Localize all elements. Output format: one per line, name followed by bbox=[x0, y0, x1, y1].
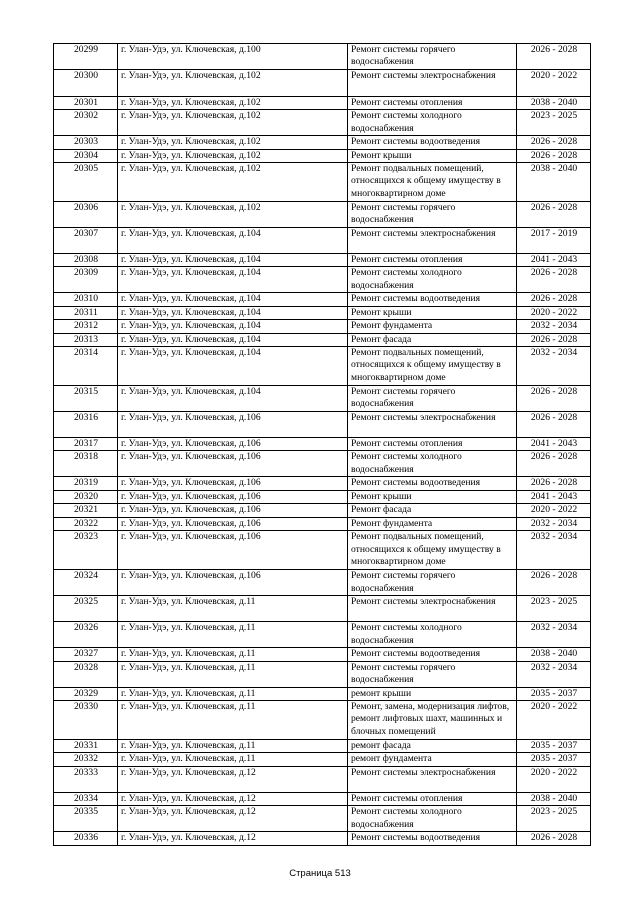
row-period: 2026 - 2028 bbox=[517, 333, 591, 346]
table-row bbox=[54, 596, 591, 622]
row-address: г. Улан-Удэ, ул. Ключевская, д.104 bbox=[118, 333, 348, 346]
row-number: 20318 bbox=[54, 451, 118, 477]
row-address: г. Улан-Удэ, ул. Ключевская, д.104 bbox=[118, 386, 348, 412]
table-row bbox=[54, 267, 591, 293]
row-number: 20330 bbox=[54, 700, 118, 739]
row-work-type: Ремонт системы холодного водоснабжения bbox=[348, 622, 517, 648]
row-address: г. Улан-Удэ, ул. Ключевская, д.102 bbox=[118, 202, 348, 228]
row-number: 20320 bbox=[54, 490, 118, 503]
row-number: 20317 bbox=[54, 438, 118, 451]
row-work-type: ремонт крыши bbox=[348, 687, 517, 700]
row-number: 20313 bbox=[54, 333, 118, 346]
row-work-type: Ремонт системы водоотведения bbox=[348, 136, 517, 149]
row-work-type: Ремонт фундамента bbox=[348, 517, 517, 530]
row-work-type: Ремонт системы горячего водоснабжения bbox=[348, 661, 517, 687]
table-row bbox=[54, 228, 591, 254]
row-address: г. Улан-Удэ, ул. Ключевская, д.11 bbox=[118, 687, 348, 700]
row-address: г. Улан-Удэ, ул. Ключевская, д.104 bbox=[118, 293, 348, 306]
row-work-type: Ремонт системы водоотведения bbox=[348, 293, 517, 306]
row-work-type: Ремонт подвальных помещений, относящихся к общему имуществу в многоквартирном доме bbox=[348, 531, 517, 570]
row-address: г. Улан-Удэ, ул. Ключевская, д.104 bbox=[118, 228, 348, 254]
row-work-type: Ремонт системы горячего водоснабжения bbox=[348, 44, 517, 70]
row-work-type: Ремонт фундамента bbox=[348, 320, 517, 333]
row-period: 2026 - 2028 bbox=[517, 267, 591, 293]
table-row bbox=[54, 451, 591, 477]
row-number: 20301 bbox=[54, 96, 118, 109]
table-row bbox=[54, 69, 591, 96]
table-row bbox=[54, 622, 591, 648]
row-period: 2020 - 2022 bbox=[517, 306, 591, 319]
table-row bbox=[54, 792, 591, 805]
row-work-type: Ремонт подвальных помещений, относящихся к общему имуществу в многоквартирном доме bbox=[348, 163, 517, 202]
row-number: 20314 bbox=[54, 347, 118, 386]
row-number: 20319 bbox=[54, 477, 118, 490]
table-row bbox=[54, 832, 591, 845]
table-row bbox=[54, 202, 591, 228]
table-row bbox=[54, 687, 591, 700]
row-address: г. Улан-Удэ, ул. Ключевская, д.11 bbox=[118, 700, 348, 739]
row-period: 2032 - 2034 bbox=[517, 661, 591, 687]
row-work-type: Ремонт системы электроснабжения bbox=[348, 766, 517, 792]
row-period: 2020 - 2022 bbox=[517, 69, 591, 96]
row-address: г. Улан-Удэ, ул. Ключевская, д.106 bbox=[118, 531, 348, 570]
row-period: 2032 - 2034 bbox=[517, 531, 591, 570]
row-period: 2032 - 2034 bbox=[517, 347, 591, 386]
table-row bbox=[54, 306, 591, 319]
row-number: 20315 bbox=[54, 386, 118, 412]
row-period: 2026 - 2028 bbox=[517, 451, 591, 477]
row-number: 20329 bbox=[54, 687, 118, 700]
repair-schedule-table bbox=[53, 43, 591, 846]
row-period: 2026 - 2028 bbox=[517, 412, 591, 438]
row-period: 2023 - 2025 bbox=[517, 110, 591, 136]
row-address: г. Улан-Удэ, ул. Ключевская, д.12 bbox=[118, 792, 348, 805]
row-period: 2020 - 2022 bbox=[517, 700, 591, 739]
row-number: 20323 bbox=[54, 531, 118, 570]
row-work-type: Ремонт системы холодного водоснабжения bbox=[348, 267, 517, 293]
table-row bbox=[54, 320, 591, 333]
row-address: г. Улан-Удэ, ул. Ключевская, д.11 bbox=[118, 739, 348, 752]
row-period: 2038 - 2040 bbox=[517, 96, 591, 109]
row-work-type: Ремонт системы горячего водоснабжения bbox=[348, 386, 517, 412]
row-address: г. Улан-Удэ, ул. Ключевская, д.106 bbox=[118, 477, 348, 490]
row-address: г. Улан-Удэ, ул. Ключевская, д.104 bbox=[118, 347, 348, 386]
table-row bbox=[54, 490, 591, 503]
row-work-type: Ремонт системы отопления bbox=[348, 254, 517, 267]
row-period: 2035 - 2037 bbox=[517, 739, 591, 752]
row-number: 20312 bbox=[54, 320, 118, 333]
row-period: 2020 - 2022 bbox=[517, 504, 591, 517]
row-period: 2041 - 2043 bbox=[517, 490, 591, 503]
row-number: 20321 bbox=[54, 504, 118, 517]
row-work-type: Ремонт системы водоотведения bbox=[348, 832, 517, 845]
table-row bbox=[54, 386, 591, 412]
row-number: 20307 bbox=[54, 228, 118, 254]
table-row bbox=[54, 438, 591, 451]
row-period: 2023 - 2025 bbox=[517, 806, 591, 832]
row-period: 2026 - 2028 bbox=[517, 293, 591, 306]
row-address: г. Улан-Удэ, ул. Ключевская, д.106 bbox=[118, 504, 348, 517]
row-number: 20309 bbox=[54, 267, 118, 293]
row-work-type: Ремонт системы электроснабжения bbox=[348, 412, 517, 438]
row-number: 20327 bbox=[54, 648, 118, 661]
table-row bbox=[54, 517, 591, 530]
row-work-type: Ремонт крыши bbox=[348, 490, 517, 503]
row-number: 20304 bbox=[54, 149, 118, 162]
row-number: 20334 bbox=[54, 792, 118, 805]
row-address: г. Улан-Удэ, ул. Ключевская, д.12 bbox=[118, 766, 348, 792]
table-row bbox=[54, 347, 591, 386]
row-work-type: Ремонт системы отопления bbox=[348, 96, 517, 109]
table-row bbox=[54, 477, 591, 490]
row-address: г. Улан-Удэ, ул. Ключевская, д.11 bbox=[118, 661, 348, 687]
table-row bbox=[54, 254, 591, 267]
row-number: 20333 bbox=[54, 766, 118, 792]
table-row bbox=[54, 44, 591, 70]
row-work-type: Ремонт крыши bbox=[348, 149, 517, 162]
row-number: 20305 bbox=[54, 163, 118, 202]
table-row bbox=[54, 570, 591, 596]
row-address: г. Улан-Удэ, ул. Ключевская, д.102 bbox=[118, 110, 348, 136]
row-number: 20310 bbox=[54, 293, 118, 306]
table-row bbox=[54, 531, 591, 570]
table-row bbox=[54, 661, 591, 687]
row-address: г. Улан-Удэ, ул. Ключевская, д.106 bbox=[118, 438, 348, 451]
row-address: г. Улан-Удэ, ул. Ключевская, д.11 bbox=[118, 596, 348, 622]
table-row bbox=[54, 96, 591, 109]
row-work-type: Ремонт системы холодного водоснабжения bbox=[348, 806, 517, 832]
row-work-type: Ремонт фасада bbox=[348, 333, 517, 346]
row-period: 2026 - 2028 bbox=[517, 477, 591, 490]
row-number: 20306 bbox=[54, 202, 118, 228]
table-row bbox=[54, 700, 591, 739]
row-address: г. Улан-Удэ, ул. Ключевская, д.102 bbox=[118, 149, 348, 162]
row-work-type: ремонт фасада bbox=[348, 739, 517, 752]
row-period: 2041 - 2043 bbox=[517, 438, 591, 451]
table-row bbox=[54, 648, 591, 661]
row-period: 2038 - 2040 bbox=[517, 792, 591, 805]
row-period: 2038 - 2040 bbox=[517, 163, 591, 202]
row-period: 2026 - 2028 bbox=[517, 832, 591, 845]
row-number: 20336 bbox=[54, 832, 118, 845]
row-work-type: Ремонт системы отопления bbox=[348, 792, 517, 805]
row-work-type: Ремонт системы электроснабжения bbox=[348, 596, 517, 622]
row-period: 2026 - 2028 bbox=[517, 202, 591, 228]
row-address: г. Улан-Удэ, ул. Ключевская, д.12 bbox=[118, 806, 348, 832]
row-address: г. Улан-Удэ, ул. Ключевская, д.106 bbox=[118, 570, 348, 596]
row-period: 2032 - 2034 bbox=[517, 320, 591, 333]
row-number: 20335 bbox=[54, 806, 118, 832]
row-number: 20308 bbox=[54, 254, 118, 267]
row-address: г. Улан-Удэ, ул. Ключевская, д.102 bbox=[118, 136, 348, 149]
row-period: 2017 - 2019 bbox=[517, 228, 591, 254]
row-period: 2026 - 2028 bbox=[517, 149, 591, 162]
row-number: 20299 bbox=[54, 44, 118, 70]
row-address: г. Улан-Удэ, ул. Ключевская, д.106 bbox=[118, 517, 348, 530]
row-period: 2035 - 2037 bbox=[517, 687, 591, 700]
row-number: 20316 bbox=[54, 412, 118, 438]
table-row bbox=[54, 412, 591, 438]
table-row bbox=[54, 504, 591, 517]
row-number: 20331 bbox=[54, 739, 118, 752]
table-row bbox=[54, 806, 591, 832]
table-row bbox=[54, 136, 591, 149]
row-period: 2035 - 2037 bbox=[517, 753, 591, 766]
row-number: 20328 bbox=[54, 661, 118, 687]
row-address: г. Улан-Удэ, ул. Ключевская, д.106 bbox=[118, 412, 348, 438]
row-period: 2026 - 2028 bbox=[517, 570, 591, 596]
row-address: г. Улан-Удэ, ул. Ключевская, д.100 bbox=[118, 44, 348, 70]
row-work-type: Ремонт системы водоотведения bbox=[348, 648, 517, 661]
row-address: г. Улан-Удэ, ул. Ключевская, д.104 bbox=[118, 254, 348, 267]
row-period: 2032 - 2034 bbox=[517, 622, 591, 648]
row-number: 20325 bbox=[54, 596, 118, 622]
table-row bbox=[54, 293, 591, 306]
row-work-type: Ремонт системы электроснабжения bbox=[348, 69, 517, 96]
row-address: г. Улан-Удэ, ул. Ключевская, д.104 bbox=[118, 306, 348, 319]
row-work-type: Ремонт подвальных помещений, относящихся к общему имуществу в многоквартирном доме bbox=[348, 347, 517, 386]
row-period: 2020 - 2022 bbox=[517, 766, 591, 792]
row-address: г. Улан-Удэ, ул. Ключевская, д.106 bbox=[118, 451, 348, 477]
row-work-type: Ремонт системы водоотведения bbox=[348, 477, 517, 490]
row-work-type: Ремонт системы холодного водоснабжения bbox=[348, 110, 517, 136]
row-address: г. Улан-Удэ, ул. Ключевская, д.104 bbox=[118, 267, 348, 293]
row-period: 2026 - 2028 bbox=[517, 136, 591, 149]
row-work-type: Ремонт крыши bbox=[348, 306, 517, 319]
row-address: г. Улан-Удэ, ул. Ключевская, д.102 bbox=[118, 96, 348, 109]
row-address: г. Улан-Удэ, ул. Ключевская, д.11 bbox=[118, 648, 348, 661]
table-row bbox=[54, 766, 591, 792]
row-period: 2032 - 2034 bbox=[517, 517, 591, 530]
row-number: 20322 bbox=[54, 517, 118, 530]
table-row bbox=[54, 333, 591, 346]
row-address: г. Улан-Удэ, ул. Ключевская, д.102 bbox=[118, 69, 348, 96]
row-work-type: Ремонт системы отопления bbox=[348, 438, 517, 451]
row-number: 20303 bbox=[54, 136, 118, 149]
row-address: г. Улан-Удэ, ул. Ключевская, д.104 bbox=[118, 320, 348, 333]
row-number: 20324 bbox=[54, 570, 118, 596]
row-work-type: Ремонт системы электроснабжения bbox=[348, 228, 517, 254]
table-row bbox=[54, 110, 591, 136]
table-row bbox=[54, 753, 591, 766]
row-number: 20311 bbox=[54, 306, 118, 319]
table-row bbox=[54, 739, 591, 752]
row-address: г. Улан-Удэ, ул. Ключевская, д.106 bbox=[118, 490, 348, 503]
row-period: 2023 - 2025 bbox=[517, 596, 591, 622]
row-work-type: Ремонт системы горячего водоснабжения bbox=[348, 202, 517, 228]
row-period: 2038 - 2040 bbox=[517, 648, 591, 661]
row-address: г. Улан-Удэ, ул. Ключевская, д.12 bbox=[118, 832, 348, 845]
row-period: 2026 - 2028 bbox=[517, 386, 591, 412]
row-work-type: Ремонт системы холодного водоснабжения bbox=[348, 451, 517, 477]
row-period: 2041 - 2043 bbox=[517, 254, 591, 267]
row-number: 20326 bbox=[54, 622, 118, 648]
table-row bbox=[54, 149, 591, 162]
row-period: 2026 - 2028 bbox=[517, 44, 591, 70]
table-row bbox=[54, 163, 591, 202]
row-work-type: Ремонт, замена, модернизация лифтов, ремонт лифтовых шахт, машинных и блочных помещений bbox=[348, 700, 517, 739]
row-address: г. Улан-Удэ, ул. Ключевская, д.102 bbox=[118, 163, 348, 202]
table-body bbox=[54, 44, 591, 846]
page-number: Страница 513 bbox=[289, 868, 351, 879]
row-address: г. Улан-Удэ, ул. Ключевская, д.11 bbox=[118, 622, 348, 648]
row-number: 20300 bbox=[54, 69, 118, 96]
row-work-type: ремонт фундамента bbox=[348, 753, 517, 766]
row-work-type: Ремонт фасада bbox=[348, 504, 517, 517]
row-address: г. Улан-Удэ, ул. Ключевская, д.11 bbox=[118, 753, 348, 766]
row-number: 20302 bbox=[54, 110, 118, 136]
row-number: 20332 bbox=[54, 753, 118, 766]
row-work-type: Ремонт системы горячего водоснабжения bbox=[348, 570, 517, 596]
